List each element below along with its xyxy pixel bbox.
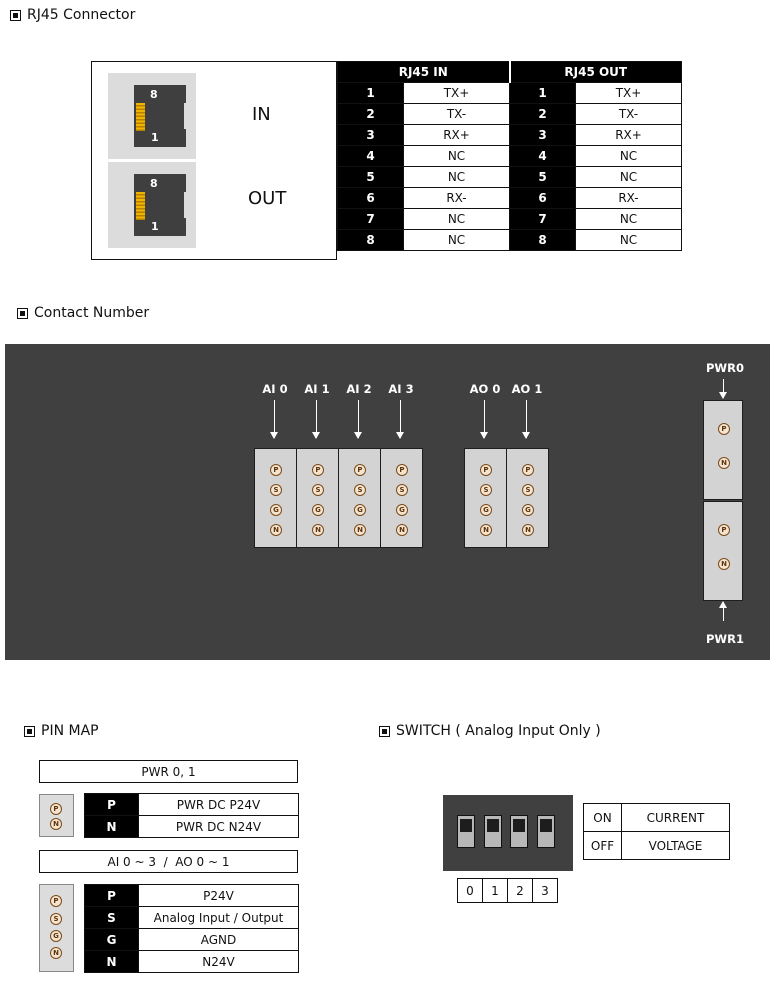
switch-section-title — [379, 723, 601, 739]
rj45-in-pin-number: 8 — [338, 230, 404, 251]
pin-p-icon: P — [718, 524, 730, 536]
pin-p-icon: P — [396, 464, 408, 476]
pin-n-icon: N — [50, 947, 62, 959]
pinmap-key: N — [85, 951, 139, 973]
pin-n-icon: N — [718, 457, 730, 469]
pinmap-row — [85, 794, 299, 816]
switch-state-key: ON — [584, 804, 622, 832]
terminal-block-ao-1 — [506, 448, 549, 548]
switch-state-row — [584, 804, 730, 832]
rj45-in-jack — [108, 73, 196, 159]
rj45-in-signal: NC — [404, 209, 510, 230]
switch-index-cell: 1 — [483, 879, 508, 903]
rj45-contacts-icon — [136, 192, 145, 220]
rj45-out-pin-number: 8 — [510, 230, 576, 251]
pinmap-key: P — [85, 885, 139, 907]
rj45-out-header: RJ45 OUT — [510, 62, 682, 83]
arrow-down-icon — [723, 379, 724, 398]
rj45-row — [338, 230, 682, 251]
rj45-in-label: IN — [252, 104, 271, 125]
pin-s-icon: S — [396, 484, 408, 496]
pwr1-label: PWR1 — [706, 632, 744, 646]
pin-s-icon: S — [312, 484, 324, 496]
rj45-in-signal: NC — [404, 167, 510, 188]
arrow-down-icon — [526, 400, 527, 438]
dip-switch-2[interactable] — [510, 815, 528, 848]
jack-pin-top: 8 — [150, 88, 158, 101]
rj45-in-signal: NC — [404, 230, 510, 251]
rj45-row — [338, 167, 682, 188]
jack-pin-top: 8 — [150, 177, 158, 190]
section-bullet-icon — [379, 726, 390, 737]
ao-1-label: AO 1 — [511, 382, 543, 396]
rj45-out-signal: NC — [576, 167, 682, 188]
rj45-row — [338, 104, 682, 125]
switch-index-cell: 2 — [508, 879, 533, 903]
pin-g-icon: G — [522, 504, 534, 516]
rj45-in-pin-number: 3 — [338, 125, 404, 146]
rj45-title-text: RJ45 Connector — [27, 7, 136, 23]
pin-n-icon: N — [312, 524, 324, 536]
pwr-pin-icon-box — [39, 794, 74, 837]
pin-g-icon: G — [312, 504, 324, 516]
switch-index-cell: 0 — [458, 879, 483, 903]
rj45-row — [338, 188, 682, 209]
power-terminal-block-1 — [703, 501, 743, 601]
switch-index-table — [457, 878, 558, 903]
rj45-row — [338, 125, 682, 146]
pin-s-icon: S — [270, 484, 282, 496]
pin-n-icon: N — [396, 524, 408, 536]
pinmap-value: PWR DC P24V — [139, 794, 299, 816]
terminal-block-ao-0 — [464, 448, 507, 548]
pin-s-icon: S — [50, 913, 62, 925]
pinmap-section-title — [24, 723, 99, 739]
pin-n-icon: N — [270, 524, 282, 536]
power-terminal-block-0 — [703, 400, 743, 500]
pin-n-icon: N — [50, 818, 62, 830]
pin-p-icon: P — [522, 464, 534, 476]
section-bullet-icon — [10, 10, 21, 21]
switch-state-key: OFF — [584, 832, 622, 860]
ai-2-label: AI 2 — [346, 382, 372, 396]
rj45-in-signal: TX- — [404, 104, 510, 125]
rj45-port-icon — [134, 174, 186, 236]
ao-0-label: AO 0 — [469, 382, 501, 396]
pin-p-icon: P — [718, 423, 730, 435]
pinmap-value: N24V — [139, 951, 299, 973]
pin-p-icon: P — [50, 895, 62, 907]
rj45-connector-frame — [91, 61, 337, 260]
rj45-out-pin-number: 6 — [510, 188, 576, 209]
pinmap-key: P — [85, 794, 139, 816]
io-pinmap-title-text: AI 0 ~ 3 / AO 0 ~ 1 — [107, 854, 230, 869]
rj45-in-header: RJ45 IN — [338, 62, 510, 83]
pin-g-icon: G — [396, 504, 408, 516]
pinmap-title-text: PIN MAP — [41, 723, 99, 739]
rj45-out-pin-number: 1 — [510, 83, 576, 104]
pin-p-icon: P — [312, 464, 324, 476]
rj45-row — [338, 146, 682, 167]
rj45-in-pin-number: 4 — [338, 146, 404, 167]
pinmap-key: N — [85, 816, 139, 838]
jack-pin-bottom: 1 — [151, 220, 159, 233]
rj45-in-pin-number: 6 — [338, 188, 404, 209]
pin-g-icon: G — [50, 930, 62, 942]
rj45-row — [338, 83, 682, 104]
rj45-out-signal: NC — [576, 146, 682, 167]
terminal-block-ai-3 — [380, 448, 423, 548]
pinmap-row — [85, 951, 299, 973]
rj45-out-label: OUT — [248, 188, 287, 209]
pin-s-icon: S — [522, 484, 534, 496]
rj45-in-pin-number: 1 — [338, 83, 404, 104]
section-bullet-icon — [17, 308, 28, 319]
rj45-in-pin-number: 5 — [338, 167, 404, 188]
pin-g-icon: G — [480, 504, 492, 516]
pin-s-icon: S — [480, 484, 492, 496]
rj45-out-signal: NC — [576, 230, 682, 251]
rj45-out-signal: TX- — [576, 104, 682, 125]
pin-n-icon: N — [354, 524, 366, 536]
pinmap-value: PWR DC N24V — [139, 816, 299, 838]
pin-p-icon: P — [50, 803, 62, 815]
jack-pin-bottom: 1 — [151, 131, 159, 144]
rj45-in-signal: NC — [404, 146, 510, 167]
pin-g-icon: G — [270, 504, 282, 516]
pin-p-icon: P — [270, 464, 282, 476]
arrow-down-icon — [400, 400, 401, 438]
rj45-in-signal: TX+ — [404, 83, 510, 104]
section-bullet-icon — [24, 726, 35, 737]
switch-state-value: VOLTAGE — [622, 832, 730, 860]
rj45-out-pin-number: 5 — [510, 167, 576, 188]
rj45-out-signal: NC — [576, 209, 682, 230]
pin-n-icon: N — [718, 558, 730, 570]
io-pinmap-title — [39, 850, 298, 873]
rj45-in-signal: RX- — [404, 188, 510, 209]
io-pin-icon-box — [39, 884, 74, 972]
rj45-out-pin-number: 4 — [510, 146, 576, 167]
pinmap-key: G — [85, 929, 139, 951]
dip-switch-3[interactable] — [537, 815, 555, 848]
pinmap-row — [85, 885, 299, 907]
contact-panel — [5, 344, 770, 660]
contact-section-title — [17, 305, 149, 321]
rj45-in-pin-number: 7 — [338, 209, 404, 230]
rj45-in-pin-number: 2 — [338, 104, 404, 125]
rj45-out-pin-number: 2 — [510, 104, 576, 125]
dip-switch-0[interactable] — [457, 815, 475, 848]
switch-title-text: SWITCH ( Analog Input Only ) — [396, 723, 601, 739]
rj45-port-icon — [134, 85, 186, 147]
arrow-down-icon — [316, 400, 317, 438]
switch-index-cell: 3 — [533, 879, 558, 903]
rj45-in-signal: RX+ — [404, 125, 510, 146]
pwr-pinmap-table — [84, 793, 299, 838]
contact-title-text: Contact Number — [34, 305, 150, 321]
pin-n-icon: N — [522, 524, 534, 536]
rj45-out-jack — [108, 162, 196, 248]
pinmap-value: AGND — [139, 929, 299, 951]
ai-0-label: AI 0 — [262, 382, 288, 396]
dip-switch-1[interactable] — [484, 815, 502, 848]
switch-state-table — [583, 803, 730, 860]
arrow-down-icon — [358, 400, 359, 438]
pinmap-key: S — [85, 907, 139, 929]
terminal-block-ai-2 — [338, 448, 381, 548]
arrow-up-icon — [723, 602, 724, 621]
dip-switch-panel — [443, 795, 573, 871]
pinmap-value: Analog Input / Output — [139, 907, 299, 929]
pin-p-icon: P — [480, 464, 492, 476]
rj45-row — [338, 209, 682, 230]
pinmap-row — [85, 907, 299, 929]
rj45-contacts-icon — [136, 103, 145, 131]
switch-state-value: CURRENT — [622, 804, 730, 832]
pin-s-icon: S — [354, 484, 366, 496]
rj45-out-pin-number: 3 — [510, 125, 576, 146]
pin-n-icon: N — [480, 524, 492, 536]
rj45-out-signal: RX- — [576, 188, 682, 209]
pwr-pinmap-title: PWR 0, 1 — [39, 760, 298, 783]
arrow-down-icon — [484, 400, 485, 438]
pinmap-value: P24V — [139, 885, 299, 907]
rj45-section-title — [10, 7, 135, 23]
terminal-block-ai-0 — [254, 448, 297, 548]
rj45-pin-table — [337, 61, 682, 251]
pwr0-label: PWR0 — [706, 361, 744, 375]
pin-p-icon: P — [354, 464, 366, 476]
ai-3-label: AI 3 — [388, 382, 414, 396]
rj45-out-signal: RX+ — [576, 125, 682, 146]
ai-1-label: AI 1 — [304, 382, 330, 396]
pinmap-row — [85, 929, 299, 951]
io-pinmap-table — [84, 884, 299, 973]
switch-state-row — [584, 832, 730, 860]
arrow-down-icon — [274, 400, 275, 438]
terminal-block-ai-1 — [296, 448, 339, 548]
rj45-out-signal: TX+ — [576, 83, 682, 104]
pinmap-row — [85, 816, 299, 838]
rj45-out-pin-number: 7 — [510, 209, 576, 230]
pin-g-icon: G — [354, 504, 366, 516]
